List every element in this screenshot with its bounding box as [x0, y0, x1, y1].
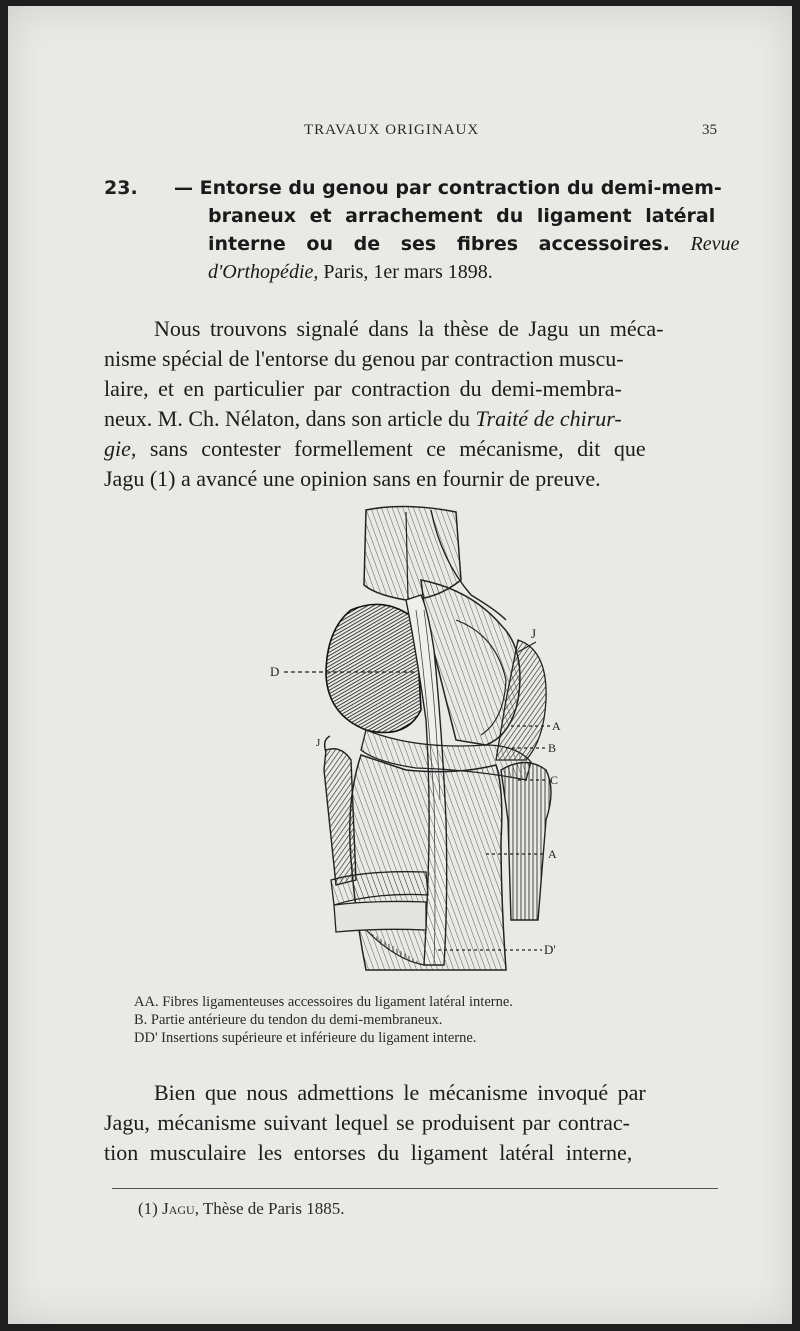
entry-title-line-3-text: interne ou de ses fibres accessoires.: [208, 233, 670, 255]
entry-title-line-3: [208, 233, 739, 256]
paragraph-1-line-6: Jagu (1) a avancé une opinion sans en fournir de preuve.: [104, 466, 601, 491]
label-A-lower: A: [548, 847, 557, 861]
page: [8, 6, 792, 1324]
femoral-condyle: [326, 604, 421, 732]
knee-illustration: [256, 500, 576, 980]
label-hook: J: [316, 737, 321, 749]
paragraph-2-line-1: Bien que nous admettions le mécanisme invoqué par: [154, 1080, 646, 1105]
paragraph-2-line-3: tion musculaire les entorses du ligament latéral interne,: [104, 1140, 633, 1165]
entry-number: 23.: [104, 177, 138, 199]
paragraph-1-line-4-text: neux. M. Ch. Nélaton, dans son article du: [104, 406, 470, 431]
paragraph-2-line-2: Jagu, mécanisme suivant lequel se produisent par contrac-: [104, 1110, 630, 1135]
footnote-rule: [112, 1188, 718, 1189]
left-tendon: [324, 749, 356, 885]
label-D: D: [270, 664, 280, 679]
tibia: [350, 755, 506, 970]
label-C: C: [550, 773, 559, 787]
paragraph-1-line-5: [104, 436, 646, 462]
entry-title-line-1: — Entorse du genou par contraction du demi-mem-: [174, 177, 722, 199]
paragraph-1-line-4: [104, 406, 622, 432]
treatise-title: Traité de chirur-: [475, 406, 622, 431]
footnote-text: Thèse de Paris 1885.: [202, 1199, 345, 1218]
paragraph-1-line-5-text: sans contester formellement ce mécanisme, dit que: [149, 436, 646, 461]
paragraph-1-line-3: laire, et en particulier par contraction du demi-membra-: [104, 376, 622, 401]
running-title: TRAVAUX ORIGINAUX: [304, 122, 480, 138]
fibula: [501, 763, 551, 921]
footnote: [138, 1199, 345, 1219]
entry-citation-line: [208, 261, 493, 284]
caption-line-1: AA. Fibres ligamenteuses accessoires du ligament latéral interne.: [134, 994, 513, 1010]
treatise-title-end: gie,: [104, 436, 137, 461]
label-J: J: [531, 626, 537, 641]
caption-line-3: DD' Insertions supérieure et inférieure du ligament interne.: [134, 1030, 477, 1046]
page-number: 35: [702, 122, 717, 138]
paragraph-1-line-1: Nous trouvons signalé dans la thèse de Jagu un méca-: [154, 316, 664, 341]
label-A-upper: A: [552, 719, 561, 733]
paragraph-1-line-2: nisme spécial de l'entorse du genou par contraction muscu-: [104, 346, 624, 371]
footnote-marker: (1): [138, 1199, 158, 1218]
caption-line-2: B. Partie antérieure du tendon du demi-membraneux.: [134, 1012, 443, 1028]
label-D-prime: D': [544, 942, 556, 957]
knee-drawing: [256, 500, 576, 980]
label-B: B: [548, 741, 557, 755]
lower-ligament-band: [334, 901, 426, 932]
entry-title-line-2: braneux et arrachement du ligament latéral: [208, 205, 716, 227]
journal-name-part-2: d'Orthopédie,: [208, 261, 319, 283]
footnote-author: Jagu,: [162, 1199, 199, 1218]
journal-name-part-1: Revue: [690, 233, 740, 255]
running-head: [8, 118, 792, 142]
citation-date: Paris, 1er mars 1898.: [323, 261, 493, 283]
